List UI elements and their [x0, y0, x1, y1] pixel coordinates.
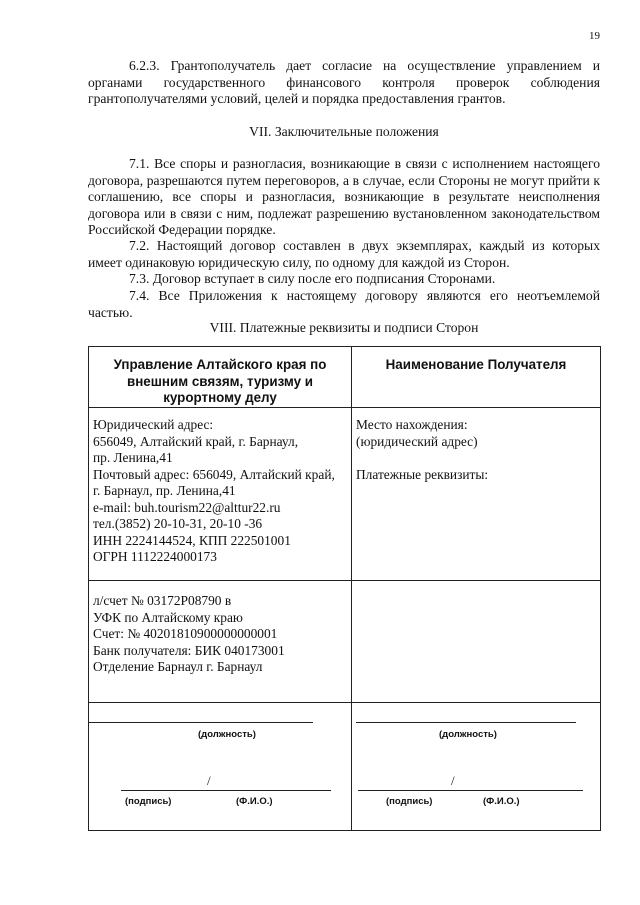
signature-caption: (подпись)	[125, 796, 172, 807]
right-address-cell	[352, 408, 601, 581]
address-line: Юридический адрес:	[93, 417, 214, 432]
left-address-cell	[89, 408, 352, 581]
section-7-heading: VII. Заключительные положения	[249, 124, 439, 139]
left-header-line: курортному делу	[163, 390, 277, 405]
signature-slash: /	[207, 773, 211, 788]
left-party-header	[89, 347, 352, 408]
right-party-header	[352, 347, 601, 408]
right-signature-cell	[352, 703, 601, 831]
email-line: e-mail: buh.tourism22@alttur22.ru	[93, 499, 281, 515]
signature-caption: (подпись)	[386, 796, 433, 807]
signature-slash: /	[451, 773, 455, 788]
position-caption: (должность)	[439, 729, 497, 740]
left-header-line: внешним связям, туризму и	[126, 373, 314, 389]
fio-caption: (Ф.И.О.)	[483, 796, 520, 807]
section-6-2-3: 6.2.3. Грантополучатель дает согласие на осуществление управлением и органами государственного финансового контроля проверок соблюдения грантополучателями условий, целей и порядка предоставления грантов.	[88, 58, 600, 106]
payment-details-label: Платежные реквизиты:	[356, 466, 489, 482]
address-line: Место нахождения:	[356, 417, 468, 432]
paragraph-7-1: 7.1. Все споры и разногласия, возникающие в связи с исполнением настоящего договора, разрешаются путем переговоров, а в случае, если Стороны не могут прийти к соглашению, все споры и разногласия, возникающие в результате неисполнения договора или в связи с ним, подлежат разрешению вустановленном законодательством Российской Федерации порядке.	[88, 156, 600, 237]
bank-line: л/счет № 03172Р08790 в	[93, 593, 232, 608]
phone-line: тел.(3852) 20-10-31, 20-10 -36	[93, 516, 263, 531]
paragraph-7-3: 7.3. Договор вступает в силу после его подписания Сторонами.	[129, 271, 496, 286]
position-caption: (должность)	[198, 729, 256, 740]
left-header-line: Управление Алтайского края по	[113, 357, 327, 372]
page-number: 19	[589, 30, 600, 42]
address-line: (юридический адрес)	[356, 433, 478, 449]
requisites-table	[88, 346, 601, 831]
paragraph-7-2: 7.2. Настоящий договор составлен в двух экземплярах, каждый из которых имеет одинаковую юридическую силу, по одному для каждой из Сторон.	[88, 238, 600, 270]
signature-line	[121, 790, 331, 791]
right-header-line: Наименование Получателя	[385, 357, 567, 372]
bank-line: УФК по Алтайскому краю	[93, 609, 243, 625]
address-line: Почтовый адрес: 656049, Алтайский край,	[93, 466, 335, 482]
position-line	[89, 722, 313, 723]
right-bank-cell	[352, 581, 601, 703]
signature-line	[358, 790, 583, 791]
fio-caption: (Ф.И.О.)	[236, 796, 273, 807]
blank-line	[356, 450, 596, 467]
ogrn-line: ОГРН 1112224000173	[93, 549, 217, 564]
inn-kpp-line: ИНН 2224144524, КПП 222501001	[93, 532, 291, 548]
position-line	[356, 722, 576, 723]
paragraph-7-4: 7.4. Все Приложения к настоящему договору являются его неотъемлемой частью.	[88, 288, 600, 320]
bank-line: Отделение Барнаул г. Барнаул	[93, 659, 263, 674]
address-line: пр. Ленина,41	[93, 450, 173, 465]
section-8-heading: VIII. Платежные реквизиты и подписи Сторон	[209, 320, 479, 335]
address-line: 656049, Алтайский край, г. Барнаул,	[93, 433, 299, 449]
bank-line: Банк получателя: БИК 040173001	[93, 642, 285, 658]
bank-line: Счет: № 40201810900000000001	[93, 626, 278, 641]
left-signature-cell	[89, 703, 352, 831]
address-line: г. Барнаул, пр. Ленина,41	[93, 483, 236, 498]
left-bank-cell	[89, 581, 352, 703]
